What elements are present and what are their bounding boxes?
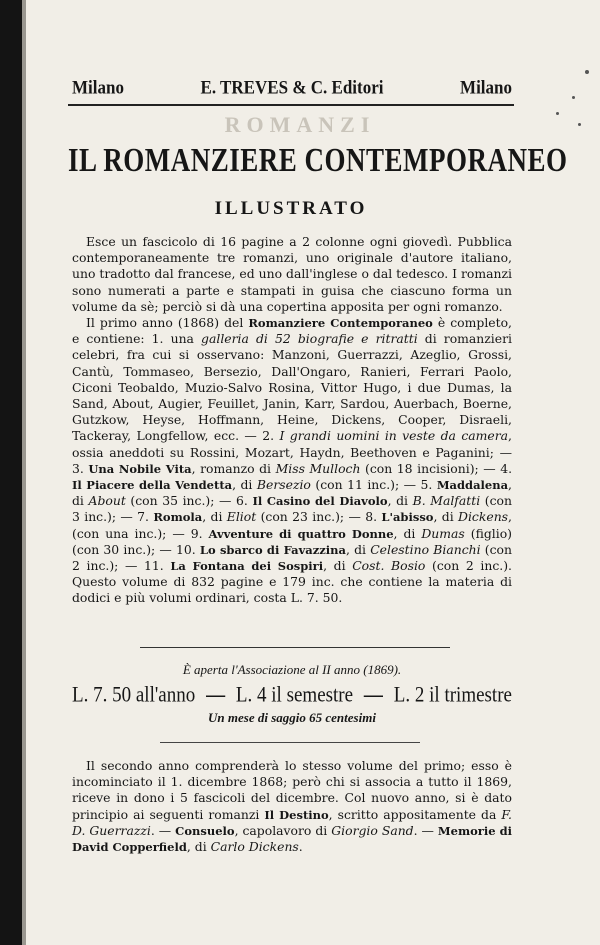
text-run: , ossia aneddoti su Rossini, Mozart, Haydn, Beethoven e Paganini; — 3. <box>72 428 512 476</box>
author-name: Cost. Bosio <box>352 558 426 574</box>
header-publisher: E. TREVES & C. Editori <box>200 77 384 98</box>
text-run: , di <box>202 509 227 525</box>
novel-title: Il Destino <box>264 807 329 822</box>
author-name: Bersezio <box>256 477 311 493</box>
print-speck <box>578 123 581 126</box>
text-run: , romanzo di <box>191 460 276 476</box>
second-year-block <box>72 758 512 855</box>
text-run: . — <box>150 822 176 838</box>
text-run: (con 11 inc.); — 5. <box>310 477 437 493</box>
second-year-paragraph <box>72 758 512 855</box>
novel-title: Consuelo <box>175 823 235 838</box>
text-run: (con 2 inc.); — 11. <box>72 541 512 574</box>
text-run: Il secondo anno comprenderà lo stesso volume del primo; esso è incominciato il 1. dicembre 1868; però chi si associa a tutto il 1869, riceve in dono i 5 fascicoli del dicembre. Col nuovo anno, si è dato principio ai seguenti romanzi <box>72 758 512 822</box>
header-rule <box>68 104 514 106</box>
price-semester: L. 4 il semestre <box>235 683 354 708</box>
novel-title: Maddalena <box>436 478 509 493</box>
novel-title: Lo sbarco di Favazzina <box>199 542 346 557</box>
header-city-left: Milano <box>72 77 124 98</box>
text-run: , di <box>72 477 512 509</box>
text-run: (con 2 inc.). Questo volume di 832 pagine e 179 inc. che contiene la materia di dodici e più volumi ordinari, costa L. 7. 50. <box>72 558 512 606</box>
author-name: Celestino Bianchi <box>370 541 481 557</box>
description-block <box>72 234 512 607</box>
text-run: Il primo anno (1868) del <box>86 315 249 331</box>
novel-title: L'abisso <box>381 510 434 525</box>
text-run: (con 3 inc.); — 7. <box>72 493 512 525</box>
author-name: B. Malfatti <box>412 493 481 509</box>
binding-gutter <box>0 0 22 945</box>
text-run: , di <box>387 493 413 509</box>
print-speck <box>572 96 575 99</box>
novel-title: La Fontana dei Sospiri <box>170 559 324 574</box>
author-name: Carlo Dickens <box>210 839 299 855</box>
print-speck <box>556 112 559 115</box>
text-run: , di <box>232 477 257 493</box>
subscription-prices <box>72 683 512 708</box>
author-name: Dumas <box>421 525 465 541</box>
first-year-paragraph <box>72 315 512 607</box>
novel-title: Una Nobile Vita <box>88 461 192 476</box>
bleed-through-text: ROMANZI <box>224 112 376 137</box>
novel-title: Romola <box>153 510 203 525</box>
section-rule <box>160 742 420 743</box>
text-run: (con 18 incisioni); — 4. <box>360 460 513 476</box>
novel-title: Memorie di David Copperfield <box>72 823 513 855</box>
text-run: di romanzieri celebri, fra cui si osservano: Manzoni, Guerrazzi, Azeglio, Grossi, Cantù, Tommaseo, Bersezio, Dall'Ongaro, Ranieri, Ferrari Paolo, Ciconi Teobaldo, Muzio-Salvo Rosina, Vittor Hugo, i due Dumas, la Sand, About, Augier, Feuillet, Janin, Karr, Sardou, Auerbach, Boerne, Gutzkow, Heyse, Hoffmann, Heine, Dickens, Cooper, Disraeli, Tackeray, Longfellow, ecc. — 2. <box>72 331 512 444</box>
journal-name: Romanziere Contemporaneo <box>248 316 433 331</box>
trial-offer: Un mese di saggio 65 centesimi <box>208 710 376 725</box>
author-name: Giorgio Sand <box>331 822 414 838</box>
work-title: I grandi uomini in veste da camera <box>279 428 509 444</box>
text-run: , (con una inc.); — 9. <box>72 509 512 541</box>
text-run: , scritto appositamente da <box>328 806 502 822</box>
text-run: , di <box>433 509 459 525</box>
text-run: (con 23 inc.); — 8. <box>256 509 382 525</box>
text-run: , di <box>393 525 422 541</box>
text-run: , di <box>323 558 353 574</box>
author-name: Miss Mulloch <box>275 460 361 476</box>
text-run: (con 35 inc.); — 6. <box>125 493 253 509</box>
gallery-title: galleria di 52 biografie e ritratti <box>201 331 418 347</box>
association-notice: È aperta l'Associazione al II anno (1869). <box>182 662 402 677</box>
novel-title: Il Casino del Diavolo <box>252 494 388 509</box>
text-run: . — <box>413 822 438 838</box>
text-run: , capolavoro di <box>234 822 332 838</box>
price-separator: — <box>206 683 226 708</box>
price-quarter: L. 2 il trimestre <box>393 683 512 708</box>
text-run: (figlio) (con 30 inc.); — 10. <box>72 525 512 557</box>
text-run: , di <box>345 541 371 557</box>
text-run: . <box>298 839 303 855</box>
publisher-header <box>72 77 512 99</box>
author-name: About <box>88 493 126 509</box>
intro-paragraph: Esce un fascicolo di 16 pagine a 2 colonne ogni giovedì. Pubblica contemporaneamente tre romanzi, uno originale d'autore italiano, uno tradotto dal francese, ed uno dall'inglese o dal tedesco. I romanzi sono numerati a parte e stampati in guisa che ciascuno forma un volume da sè; perciò si dà una copertina apposita per ogni romanzo. <box>72 234 512 314</box>
price-yearly: L. 7. 50 all'anno <box>72 683 196 708</box>
author-name: F. D. Guerrazzi <box>72 806 512 838</box>
page-subtitle: ILLUSTRATO <box>214 198 368 219</box>
section-rule <box>140 647 450 648</box>
text-run: è completo, e contiene: 1. una <box>72 315 512 347</box>
page-title: IL ROMANZIERE CONTEMPORANEO <box>68 141 568 179</box>
price-separator: — <box>363 683 383 708</box>
print-speck <box>585 70 589 74</box>
author-name: Eliot <box>226 509 257 525</box>
author-name: Dickens <box>458 509 509 525</box>
novel-title: Il Piacere della Vendetta <box>72 478 233 493</box>
header-city-right: Milano <box>460 77 512 98</box>
novel-title: Avventure di quattro Donne <box>208 526 394 541</box>
text-run: , di <box>186 839 211 855</box>
